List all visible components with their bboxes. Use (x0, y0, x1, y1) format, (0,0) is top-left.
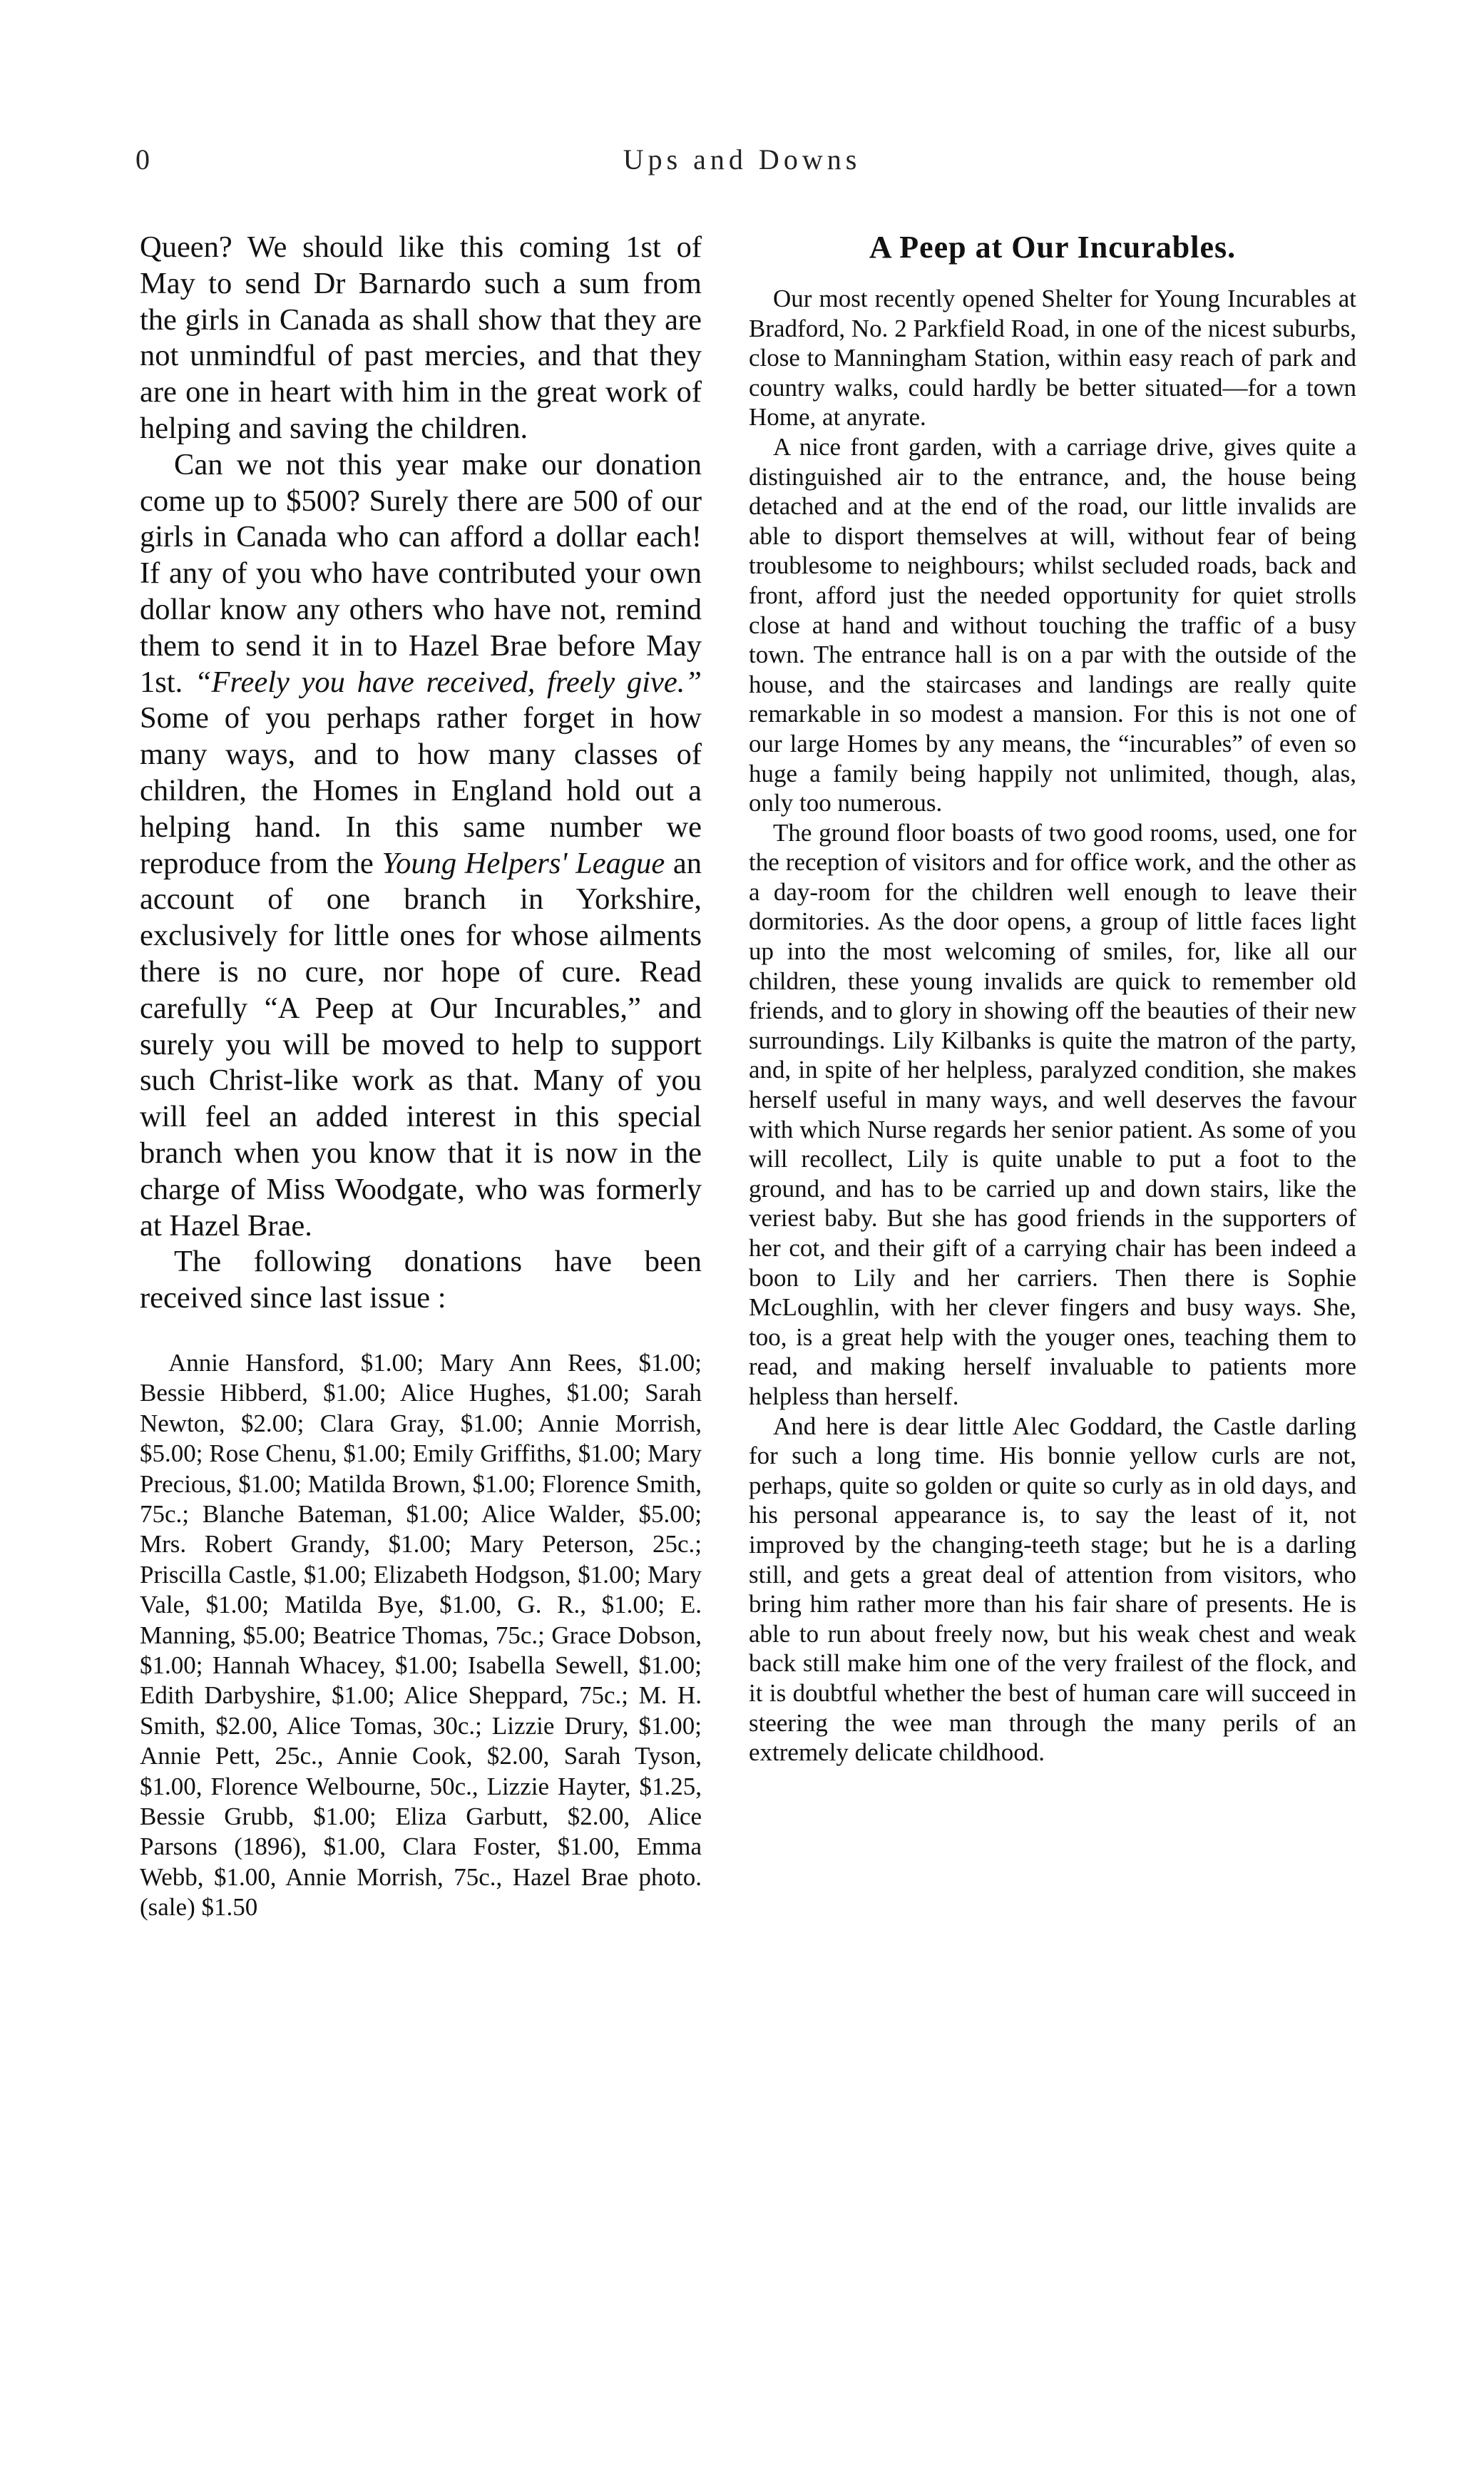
page-number: 0 (135, 143, 153, 175)
right-column (749, 230, 1356, 1768)
left-column (140, 230, 702, 1923)
page-header (0, 143, 1484, 185)
donations-list: Annie Hansford, $1.00; Mary Ann Rees, $1.00; Bessie Hibberd, $1.00; Alice Hughes, $1.00; Sarah Newton, $2.00; Clara Gray, $1.00; Annie Morrish, $5.00; Rose Chenu, $1.00; Emily Griffiths, $1.00; Mary Precious, $1.00; Matilda Brown, $1.00; Florence Smith, 75c.; Blanche Bateman, $1.00; Alice Walder, $5.00; Mrs. Robert Grandy, $1.00; Mary Peterson, 25c.; Priscilla Castle, $1.00; Elizabeth Hodgson, $1.00; Mary Vale, $1.00; Matilda Bye, $1.00, G. R., $1.00; E. Manning, $5.00; Beatrice Thomas, 75c.; Grace Dobson, $1.00; Hannah Whacey, $1.00; Isabella Sewell, $1.00; Edith Darbyshire, $1.00; Alice Sheppard, 75c.; M. H. Smith, $2.00, Alice Tomas, 30c.; Lizzie Drury, $1.00; Annie Pett, 25c., Annie Cook, $2.00, Sarah Tyson, $1.00, Florence Welbourne, 50c., Lizzie Hayter, $1.25, Bessie Grubb, $1.00; Eliza Garbutt, $2.00, Alice Parsons (1896), $1.00, Clara Foster, $1.00, Emma Webb, $1.00, Annie Morrish, 75c., Hazel Brae photo. (sale) $1.50 (140, 1348, 702, 1922)
paragraph-donation-appeal (140, 447, 702, 1245)
appeal-text-b: Some of you perhaps rather forget in how many ways, and to how many classes of children, the Homes in England hold out a helping hand. In this same number we reproduce from the (140, 701, 702, 880)
appeal-text-c: an account of one branch in Yorkshire, exclusively for little ones for whose ailments there is no cure, nor hope of cure. Read carefully “A Peep at Our Incurables,” and surely you will be moved to help to support such Christ-like work as that. Many of you will feel an added interest in this special branch when you know that it is now in the charge of Miss Woodgate, who was formerly at Hazel Brae. (140, 846, 702, 1243)
appeal-publication: Young Helpers' League (382, 846, 665, 880)
article-title: A Peep at Our Incurables. (869, 230, 1237, 265)
running-head: Ups and Downs (623, 143, 861, 175)
appeal-text-a: Can we not this year make our donation come up to $500? Surely there are 500 of our girls in Canada who can afford a dollar each! If any of you who have contributed your own dollar know any others who have not, remind them to send it in to Hazel Brae before May 1st. (140, 447, 702, 699)
paragraph-donations-intro: The following donations have been received since last issue : (140, 1245, 702, 1315)
article-paragraph-3: The ground floor boasts of two good rooms, used, one for the reception of visitors and for office work, and the other as a day-room for the children well enough to leave their dormitories. As the door opens, a group of little faces light up into the most welcoming of smiles, for, like all our children, these young invalids are quick to remember old friends, and to glory in showing off the beauties of their new surroundings. Lily Kilbanks is quite the matron of the party, and, in spite of her helpless, paralyzed condition, she makes herself useful in many ways, and well deserves the favour with which Nurse regards her senior patient. As some of you will recollect, Lily is quite unable to put a foot to the ground, and has to be carried up and down stairs, like the veriest baby. But she has good friends in the supporters of her cot, and their gift of a carrying chair has been indeed a boon to Lily and her carriers. Then there is Sophie McLoughlin, with her clever fingers and busy ways. She, too, is a great help with the youger ones, teaching them to read, and making herself invaluable to patients more helpless than herself. (749, 818, 1356, 1410)
article-paragraph-4: And here is dear little Alec Goddard, the Castle darling for such a long time. His bonnie yellow curls are not, perhaps, quite so golden or quite so curly as in old days, and his personal appearance is, to say the least of it, not improved by the changing-teeth stage; but he is a darling still, and gets a great deal of attention from visitors, who bring him rather more than his fair share of presents. He is able to run about freely now, but his weak chest and weak back still make him one of the very frailest of the flock, and it is doubtful whether the best of human care will succeed in steering the wee man through the many perils of an extremely delicate childhood. (749, 1412, 1356, 1767)
article-paragraph-2: A nice front garden, with a carriage drive, gives quite a distinguished air to the entrance, and, the house being detached and at the end of the road, our little invalids are able to disport themselves at will, without fear of being troublesome to neighbours; whilst secluded roads, back and front, afford just the needed opportunity for quiet strolls close at hand and without touching the traffic of a busy town. The entrance hall is on a par with the outside of the house, and the staircases and landings are really quite remarkable in so modest a mansion. For this is not one of our large Homes by any means, the “incurables” of even so huge a family being happily not unlimited, though, alas, only too numerous. (749, 432, 1356, 817)
appeal-quote: “Freely you have received, freely give.” (194, 665, 702, 699)
article-paragraph-1: Our most recently opened Shelter for Young Incurables at Bradford, No. 2 Parkfield Road, in one of the nicest suburbs, close to Manningham Station, within easy reach of park and country walks, could hardly be better situated—for a town Home, at anyrate. (749, 285, 1356, 432)
paragraph-queen: Queen? We should like this coming 1st of May to send Dr Barnardo such a sum from the girls in Canada as shall show that they are not unmindful of past mercies, and that they are one in heart with him in the great work of helping and saving the children. (140, 230, 702, 445)
